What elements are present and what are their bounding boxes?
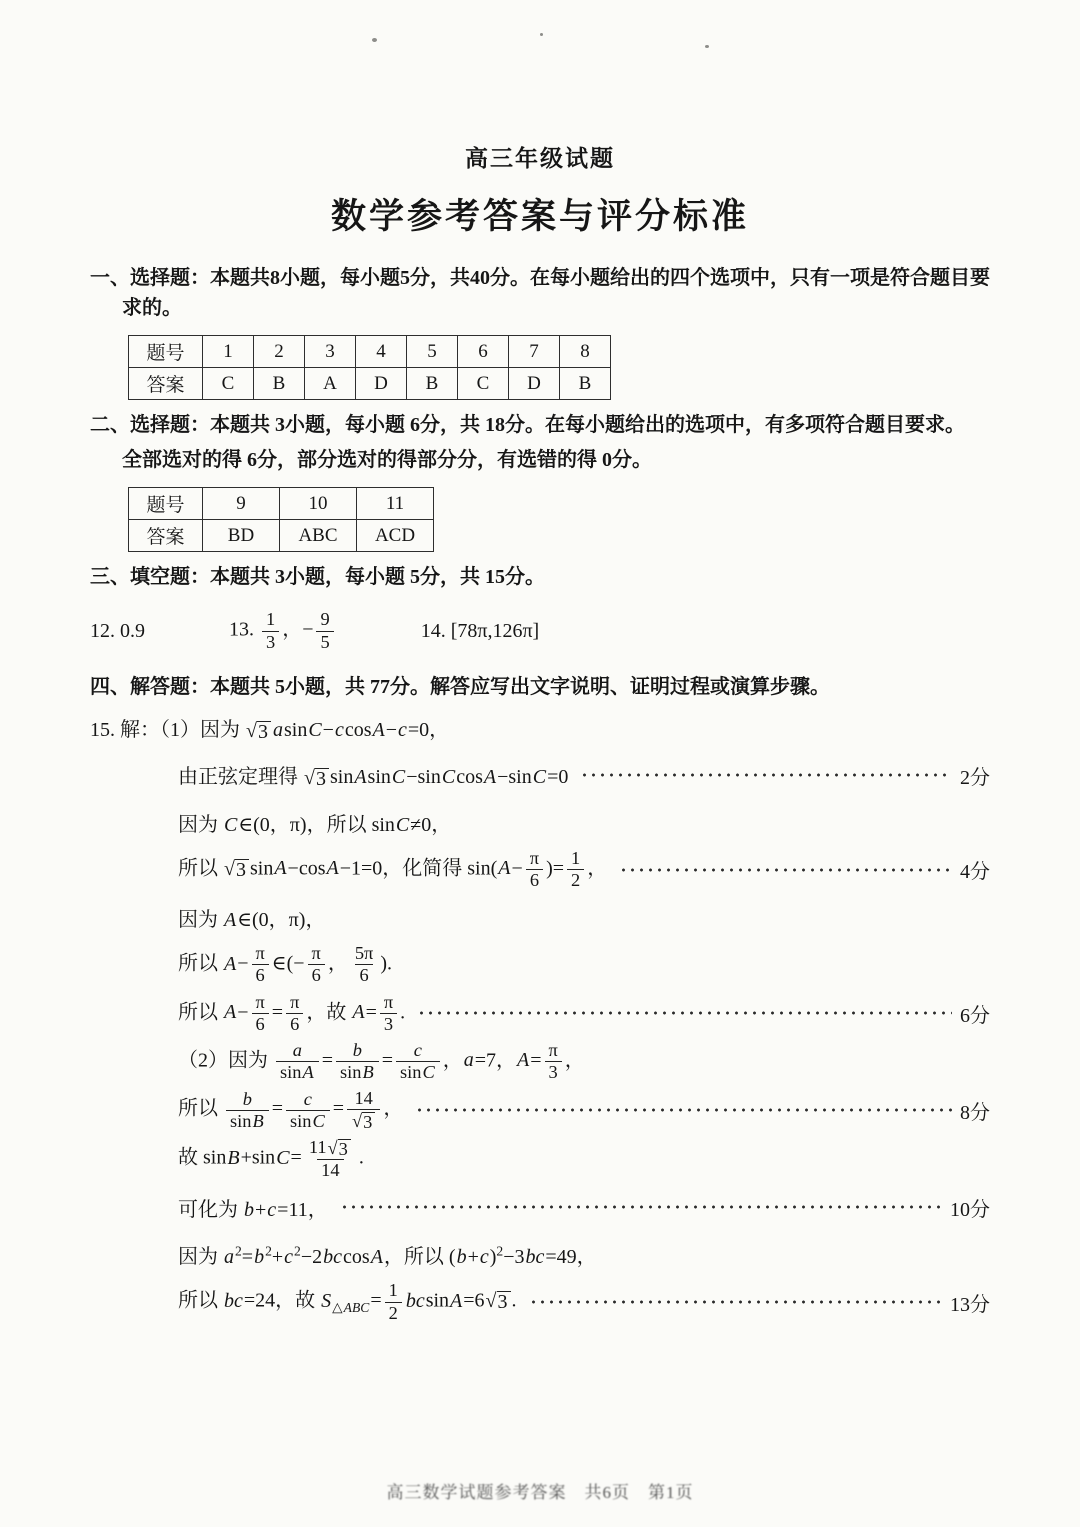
fraction: $\frac{\pi}{3}$ bbox=[545, 1040, 562, 1083]
answer-cell: A bbox=[305, 368, 356, 400]
fraction: $\frac{1}{2}$ bbox=[385, 1280, 402, 1323]
answer-cell: 7 bbox=[509, 336, 560, 368]
table-row bbox=[129, 368, 611, 400]
answer-cell: 6 bbox=[458, 336, 509, 368]
solution-line bbox=[178, 1186, 990, 1228]
fraction: 14 √ 3 bbox=[347, 1088, 380, 1132]
radical: √ 3 bbox=[304, 768, 329, 790]
dotted-leader bbox=[415, 1104, 952, 1116]
answer-cell: B bbox=[254, 368, 305, 400]
solution-line bbox=[178, 943, 990, 986]
multi-choice-answer-table bbox=[128, 487, 434, 552]
fraction: $\frac{1}{3}$ bbox=[262, 609, 279, 652]
answer-cell: BD bbox=[203, 520, 280, 552]
score-label: 6分 bbox=[960, 1004, 990, 1027]
solution-text: 所以 bc=24，故 $S_{\triangle ABC}=$ $\frac{1}{2}$ bcsinA=6 √ 3 . bbox=[178, 1280, 517, 1323]
row-header-cell: 答案 bbox=[129, 520, 203, 552]
fraction: $\frac{a}{\sin A}$ bbox=[276, 1040, 319, 1083]
solution-text: 所以 A− $\frac{\pi}{6}$ = $\frac{\pi}{6}$ ，故 A= $\frac{\pi}{3}$ . bbox=[178, 991, 406, 1034]
solution-text: 因为 $a^2=b^2+c^2-2bccosA$，所以 $(b+c)^2-3bc=49$， bbox=[178, 1243, 597, 1268]
score-label: 2分 bbox=[960, 766, 990, 789]
page-title: 数学参考答案与评分标准 bbox=[330, 197, 749, 236]
solution-line bbox=[178, 1280, 990, 1323]
fraction: $\frac{c}{\sin C}$ bbox=[286, 1089, 330, 1132]
solution-line bbox=[178, 1233, 990, 1275]
radical: √ 3 bbox=[486, 1291, 511, 1313]
scan-speck bbox=[540, 33, 543, 36]
solution-text: 由正弦定理得 √ 3 sinAsinC−sinCcosA−sinC=0 bbox=[178, 766, 569, 790]
fraction: $\frac{5\pi}{6}$ bbox=[354, 943, 374, 986]
answer-cell: D bbox=[509, 368, 560, 400]
page-footer: 高三数学试题参考答案 共6页 第1页 bbox=[386, 1483, 694, 1502]
dotted-leader bbox=[529, 1296, 942, 1308]
solution-text: 因为 A∈(0，π)， bbox=[178, 908, 326, 931]
radical: √ 3 bbox=[246, 721, 271, 743]
answer-cell: 10 bbox=[280, 488, 357, 520]
table-row bbox=[129, 488, 434, 520]
answer-cell: 2 bbox=[254, 336, 305, 368]
fill-answer: 12. 0.9 bbox=[90, 619, 145, 642]
score-label: 13分 bbox=[950, 1293, 990, 1316]
fill-answer: 13. $\frac{1}{3}$ ，− $\frac{9}{5}$ bbox=[229, 609, 337, 652]
exam-header: 高三年级试题 bbox=[465, 145, 615, 171]
scan-speck bbox=[372, 38, 377, 42]
solution-line bbox=[178, 896, 990, 938]
answer-cell: 1 bbox=[203, 336, 254, 368]
row-header-cell: 题号 bbox=[129, 336, 203, 368]
answer-cell: C bbox=[458, 368, 509, 400]
solution-text: （2）因为 $\frac{a}{\sin A}$ = $\frac{b}{\sin B}$ = $\frac{c}{\sin C}$ ，a=7，A= $\frac{\pi}{3}$ ， bbox=[178, 1039, 585, 1083]
solution-line bbox=[178, 992, 990, 1035]
fraction: $\frac{1}{2}$ bbox=[567, 848, 584, 891]
answer-cell: B bbox=[560, 368, 611, 400]
solution-text: 故 sinB+sinC= 11 √ 3 14 . bbox=[178, 1137, 364, 1181]
fill-in-answers bbox=[90, 602, 990, 660]
answer-cell: ABC bbox=[280, 520, 357, 552]
solution-question-15 bbox=[90, 707, 990, 1324]
solution-text: 可化为 b+c=11， bbox=[178, 1198, 328, 1221]
dotted-leader bbox=[619, 864, 952, 876]
fraction: $\frac{\pi}{6}$ bbox=[252, 992, 269, 1035]
row-header-cell: 题号 bbox=[129, 488, 203, 520]
score-label: 8分 bbox=[960, 1101, 990, 1124]
solution-text: 所以 A− $\frac{\pi}{6}$ ∈(− $\frac{\pi}{6}$ ， $\frac{5\pi}{6}$ ). bbox=[178, 943, 392, 986]
fraction: $\frac{\pi}{6}$ bbox=[308, 943, 325, 986]
answer-cell: 8 bbox=[560, 336, 611, 368]
score-label: 4分 bbox=[960, 861, 990, 884]
radical: √ 3 bbox=[328, 1139, 351, 1159]
solution-line bbox=[178, 848, 990, 891]
solution-text: 所以 √ 3 sinA−cosA−1=0，化简得 sin(A− $\frac{\pi}{6}$ )= $\frac{1}{2}$ ， bbox=[178, 848, 608, 891]
single-choice-table-body bbox=[129, 336, 611, 400]
single-choice-answer-table bbox=[128, 335, 611, 400]
answer-cell: 3 bbox=[305, 336, 356, 368]
dotted-leader bbox=[417, 1007, 952, 1019]
answer-cell: 5 bbox=[407, 336, 458, 368]
score-label: 10分 bbox=[950, 1198, 990, 1221]
multi-choice-table-body bbox=[129, 488, 434, 552]
section-2-heading: 二、选择题：本题共 3小题，每小题 6分，共 18分。在每小题给出的选项中，有多项符合题目要求。 bbox=[90, 414, 965, 436]
solution-line bbox=[178, 754, 990, 796]
scan-speck bbox=[705, 45, 709, 48]
solution-text: 15. 解：（1）因为 √ 3 asinC−ccosA−c=0， bbox=[90, 719, 450, 743]
fraction: $\frac{\pi}{6}$ bbox=[526, 848, 543, 891]
fraction: $\frac{\pi}{6}$ bbox=[252, 943, 269, 986]
section-2-heading-cont: 全部选对的得 6分，部分选对的得部分分，有选错的得 0分。 bbox=[122, 449, 652, 471]
solution-line bbox=[178, 801, 990, 843]
solution-line bbox=[90, 707, 990, 749]
answer-cell: 4 bbox=[356, 336, 407, 368]
fraction: $\frac{\pi}{6}$ bbox=[286, 992, 303, 1035]
section-4-heading: 四、解答题：本题共 5小题，共 77分。解答应写出文字说明、证明过程或演算步骤。 bbox=[90, 676, 830, 698]
fraction: $\frac{9}{5}$ bbox=[316, 609, 333, 652]
row-header-cell: 答案 bbox=[129, 368, 203, 400]
solution-line bbox=[178, 1040, 990, 1083]
dotted-leader bbox=[340, 1201, 942, 1213]
answer-cell: 9 bbox=[203, 488, 280, 520]
answer-cell: 11 bbox=[357, 488, 434, 520]
table-row bbox=[129, 520, 434, 552]
answer-cell: C bbox=[203, 368, 254, 400]
fraction: $\frac{b}{\sin B}$ bbox=[226, 1089, 269, 1132]
dotted-leader bbox=[580, 769, 952, 781]
section-1-heading: 一、选择题：本题共8小题，每小题5分，共40分。在每小题给出的四个选项中，只有一项是符合题目要求的。 bbox=[90, 267, 990, 319]
solution-text: 因为 C∈(0，π)，所以 sinC≠0， bbox=[178, 813, 452, 836]
section-3-heading: 三、填空题：本题共 3小题，每小题 5分，共 15分。 bbox=[90, 566, 545, 588]
solution-line bbox=[178, 1088, 990, 1132]
answer-cell: D bbox=[356, 368, 407, 400]
table-row bbox=[129, 336, 611, 368]
answer-cell: ACD bbox=[357, 520, 434, 552]
solution-line bbox=[178, 1137, 990, 1181]
solution-text: 所以 $\frac{b}{\sin B}$ = $\frac{c}{\sin C}$ = 14 √ 3 ， bbox=[178, 1088, 404, 1133]
fraction: $\frac{b}{\sin B}$ bbox=[336, 1040, 379, 1083]
fraction: 11 √ 3 14 bbox=[305, 1137, 356, 1181]
answer-cell: B bbox=[407, 368, 458, 400]
fraction: $\frac{\pi}{3}$ bbox=[380, 992, 397, 1035]
fill-answer: 14. [78π,126π] bbox=[420, 619, 540, 642]
fraction: $\frac{c}{\sin C}$ bbox=[396, 1040, 440, 1083]
radical: √ 3 bbox=[352, 1112, 375, 1132]
radical: √ 3 bbox=[224, 859, 249, 881]
